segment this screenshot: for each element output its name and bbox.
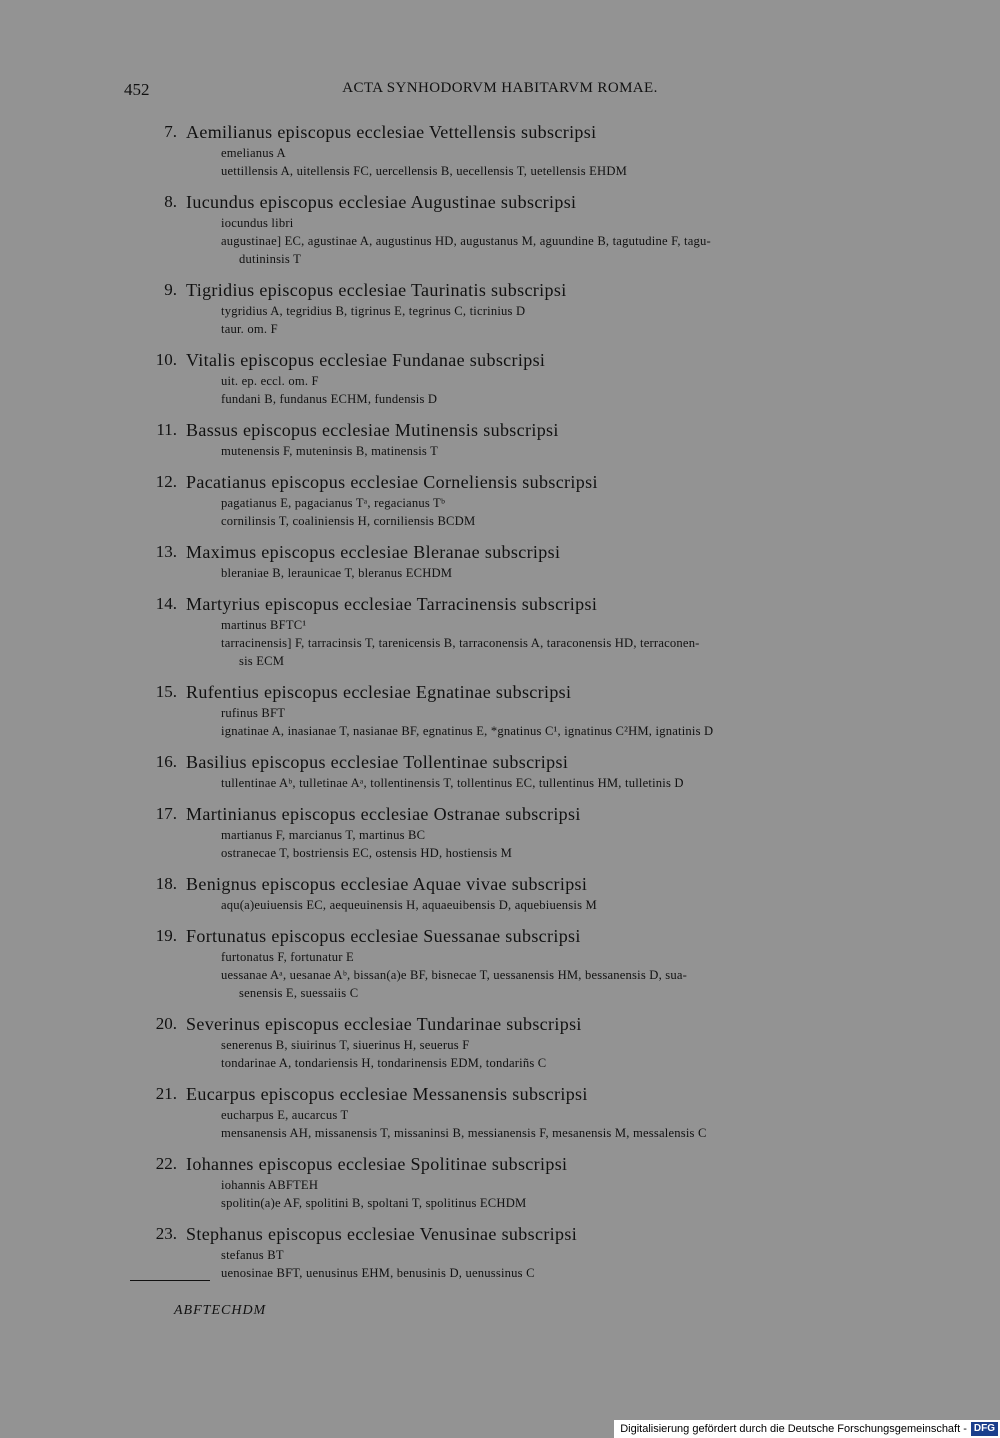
entry-heading: [0, 190, 1000, 214]
dfg-logo: DFG: [971, 1422, 998, 1436]
entry-number: 20.: [155, 1014, 177, 1033]
entry-heading: [0, 1082, 1000, 1106]
variant-line: mensanensis AH, missanensis T, missaninsi B, messianensis F, mesanensis M, messalensis C: [221, 1126, 707, 1140]
entry-number: 9.: [164, 280, 177, 299]
entry-number: 23.: [155, 1224, 177, 1243]
digitization-credit: [614, 1420, 1000, 1438]
entry-heading: [0, 1222, 1000, 1246]
variant-readings: [221, 1176, 893, 1212]
variant-readings: [221, 774, 893, 792]
variant-line: tullentinae Aᵇ, tulletinae Aᵃ, tollentinensis T, tollentinus EC, tullentinus HM, tulletinis D: [221, 776, 684, 790]
entry-text: Stephanus episcopus ecclesiae Venusinae subscripsi: [186, 1224, 578, 1244]
subscription-entry: [0, 418, 1000, 460]
variant-readings: [221, 494, 893, 530]
entry-text: Vitalis episcopus ecclesiae Fundanae subscripsi: [186, 350, 546, 370]
entry-heading: [0, 120, 1000, 144]
entry-number: 21.: [155, 1084, 177, 1103]
entry-text: Eucarpus episcopus ecclesiae Messanensis subscripsi: [186, 1084, 588, 1104]
page-number: 452: [124, 80, 150, 99]
entry-heading: [0, 1152, 1000, 1176]
subscription-entry: [0, 1152, 1000, 1212]
variant-readings: [221, 214, 893, 268]
entry-text: Pacatianus episcopus ecclesiae Corneliensis subscripsi: [186, 472, 598, 492]
subscription-entry: [0, 1082, 1000, 1142]
variant-readings: [221, 616, 893, 670]
variant-readings: [221, 1106, 893, 1142]
subscription-entry: [0, 1222, 1000, 1282]
variant-readings: [221, 704, 893, 740]
variant-line: stefanus BT: [221, 1248, 284, 1262]
subscription-entry: [0, 1012, 1000, 1072]
entry-heading: [0, 750, 1000, 774]
entry-number: 7.: [164, 122, 177, 141]
variant-line: iohannis ABFTEH: [221, 1178, 319, 1192]
subscription-entry: [0, 750, 1000, 792]
variant-line: uenosinae BFT, uenusinus EHM, benusinis D, uenussinus C: [221, 1266, 535, 1280]
entry-number: 18.: [155, 874, 177, 893]
entry-text: Maximus episcopus ecclesiae Bleranae subscripsi: [186, 542, 561, 562]
entry-heading: [0, 278, 1000, 302]
entry-text: Bassus episcopus ecclesiae Mutinensis subscripsi: [186, 420, 559, 440]
entry-number: 10.: [155, 350, 177, 369]
variant-readings: [221, 442, 893, 460]
entry-text: Tigridius episcopus ecclesiae Taurinatis subscripsi: [186, 280, 567, 300]
variant-line: sis ECM: [239, 654, 285, 668]
variant-line: martianus F, marcianus T, martinus BC: [221, 828, 426, 842]
entry-text: Rufentius episcopus ecclesiae Egnatinae subscripsi: [186, 682, 572, 702]
variant-readings: [221, 564, 893, 582]
entry-text: Iucundus episcopus ecclesiae Augustinae subscripsi: [186, 192, 577, 212]
entry-heading: [0, 924, 1000, 948]
variant-readings: [221, 302, 893, 338]
variant-line: pagatianus E, pagacianus Tᵃ, regacianus Tᵇ: [221, 496, 446, 510]
variant-line: tondarinae A, tondariensis H, tondarinensis EDM, tondariñs C: [221, 1056, 547, 1070]
footnote-sigla: ABFTECHDM: [174, 1303, 267, 1318]
variant-line: augustinae] EC, agustinae A, augustinus HD, augustanus M, aguundine B, tagutudine F, tagu-: [221, 234, 711, 248]
variant-line: taur. om. F: [221, 322, 278, 336]
entry-heading: [0, 418, 1000, 442]
variant-line: uessanae Aᵃ, uesanae Aᵇ, bissan(a)e BF, bisnecae T, uessanensis HM, bessanensis D, sua-: [221, 968, 688, 982]
subscription-entry: [0, 872, 1000, 914]
subscription-entry: [0, 802, 1000, 862]
variant-line: cornilinsis T, coaliniensis H, corniliensis BCDM: [221, 514, 476, 528]
running-title: ACTA SYNHODORVM HABITARVM ROMAE.: [342, 80, 658, 96]
variant-line: emelianus A: [221, 146, 286, 160]
subscription-entry: [0, 924, 1000, 1002]
subscription-entry: [0, 680, 1000, 740]
variant-line: fundani B, fundanus ECHM, fundensis D: [221, 392, 438, 406]
entry-number: 14.: [155, 594, 177, 613]
variant-line: tygridius A, tegridius B, tigrinus E, tegrinus C, ticrinius D: [221, 304, 526, 318]
entry-text: Fortunatus episcopus ecclesiae Suessanae subscripsi: [186, 926, 581, 946]
entry-heading: [0, 348, 1000, 372]
entry-number: 12.: [155, 472, 177, 491]
entry-number: 17.: [155, 804, 177, 823]
variant-line: spolitin(a)e AF, spolitini B, spoltani T, spolitinus ECHDM: [221, 1196, 527, 1210]
variant-readings: [221, 372, 893, 408]
entry-text: Aemilianus episcopus ecclesiae Vettellensis subscripsi: [186, 122, 597, 142]
variant-line: aqu(a)euiuensis EC, aequeuinensis H, aquaeuibensis D, aquebiuensis M: [221, 898, 597, 912]
variant-line: ignatinae A, inasianae T, nasianae BF, egnatinus E, *gnatinus C¹, ignatinus C²HM, ignatinis D: [221, 724, 714, 738]
entry-number: 15.: [155, 682, 177, 701]
variant-line: uettillensis A, uitellensis FC, uercellensis B, uecellensis T, uetellensis EHDM: [221, 164, 628, 178]
entry-number: 8.: [164, 192, 177, 211]
variant-line: rufinus BFT: [221, 706, 286, 720]
variant-readings: [221, 948, 893, 1002]
subscription-entry: [0, 470, 1000, 530]
entry-heading: [0, 802, 1000, 826]
entry-heading: [0, 592, 1000, 616]
variant-readings: [221, 896, 893, 914]
credit-text: Digitalisierung gefördert durch die Deutsche Forschungsgemeinschaft -: [620, 1423, 967, 1435]
subscription-entry: [0, 278, 1000, 338]
variant-line: senensis E, suessaiis C: [239, 986, 359, 1000]
variant-readings: [221, 1246, 893, 1282]
entry-text: Iohannes episcopus ecclesiae Spolitinae subscripsi: [186, 1154, 568, 1174]
entry-heading: [0, 470, 1000, 494]
subscription-entry: [0, 592, 1000, 670]
footnote-rule: [130, 1280, 210, 1281]
entry-number: 19.: [155, 926, 177, 945]
variant-readings: [221, 826, 893, 862]
variant-line: ostranecae T, bostriensis EC, ostensis HD, hostiensis M: [221, 846, 513, 860]
variant-line: uit. ep. eccl. om. F: [221, 374, 319, 388]
entry-number: 16.: [155, 752, 177, 771]
entry-heading: [0, 680, 1000, 704]
entry-heading: [0, 1012, 1000, 1036]
subscription-entry: [0, 540, 1000, 582]
variant-line: mutenensis F, muteninsis B, matinensis T: [221, 444, 439, 458]
entry-text: Basilius episcopus ecclesiae Tollentinae subscripsi: [186, 752, 569, 772]
entry-number: 22.: [155, 1154, 177, 1173]
variant-line: tarracinensis] F, tarracinsis T, tarenicensis B, tarraconensis A, taraconensis HD, terraconen-: [221, 636, 700, 650]
entry-text: Severinus episcopus ecclesiae Tundarinae subscripsi: [186, 1014, 582, 1034]
variant-readings: [221, 144, 893, 180]
entry-text: Martinianus episcopus ecclesiae Ostranae subscripsi: [186, 804, 581, 824]
entry-heading: [0, 872, 1000, 896]
variant-line: furtonatus F, fortunatur E: [221, 950, 354, 964]
variant-line: dutininsis T: [239, 252, 301, 266]
entry-text: Benignus episcopus ecclesiae Aquae vivae subscripsi: [186, 874, 588, 894]
variant-line: senerenus B, siuirinus T, siuerinus H, seuerus F: [221, 1038, 470, 1052]
subscription-entry: [0, 348, 1000, 408]
variant-readings: [221, 1036, 893, 1072]
entry-heading: [0, 540, 1000, 564]
subscription-list: [0, 120, 1000, 1292]
entry-number: 13.: [155, 542, 177, 561]
variant-line: martinus BFTC¹: [221, 618, 307, 632]
entry-number: 11.: [156, 420, 177, 439]
subscription-entry: [0, 120, 1000, 180]
variant-line: iocundus libri: [221, 216, 294, 230]
variant-line: eucharpus E, aucarcus T: [221, 1108, 349, 1122]
variant-line: bleraniae B, leraunicae T, bleranus ECHDM: [221, 566, 453, 580]
subscription-entry: [0, 190, 1000, 268]
entry-text: Martyrius episcopus ecclesiae Tarracinensis subscripsi: [186, 594, 598, 614]
